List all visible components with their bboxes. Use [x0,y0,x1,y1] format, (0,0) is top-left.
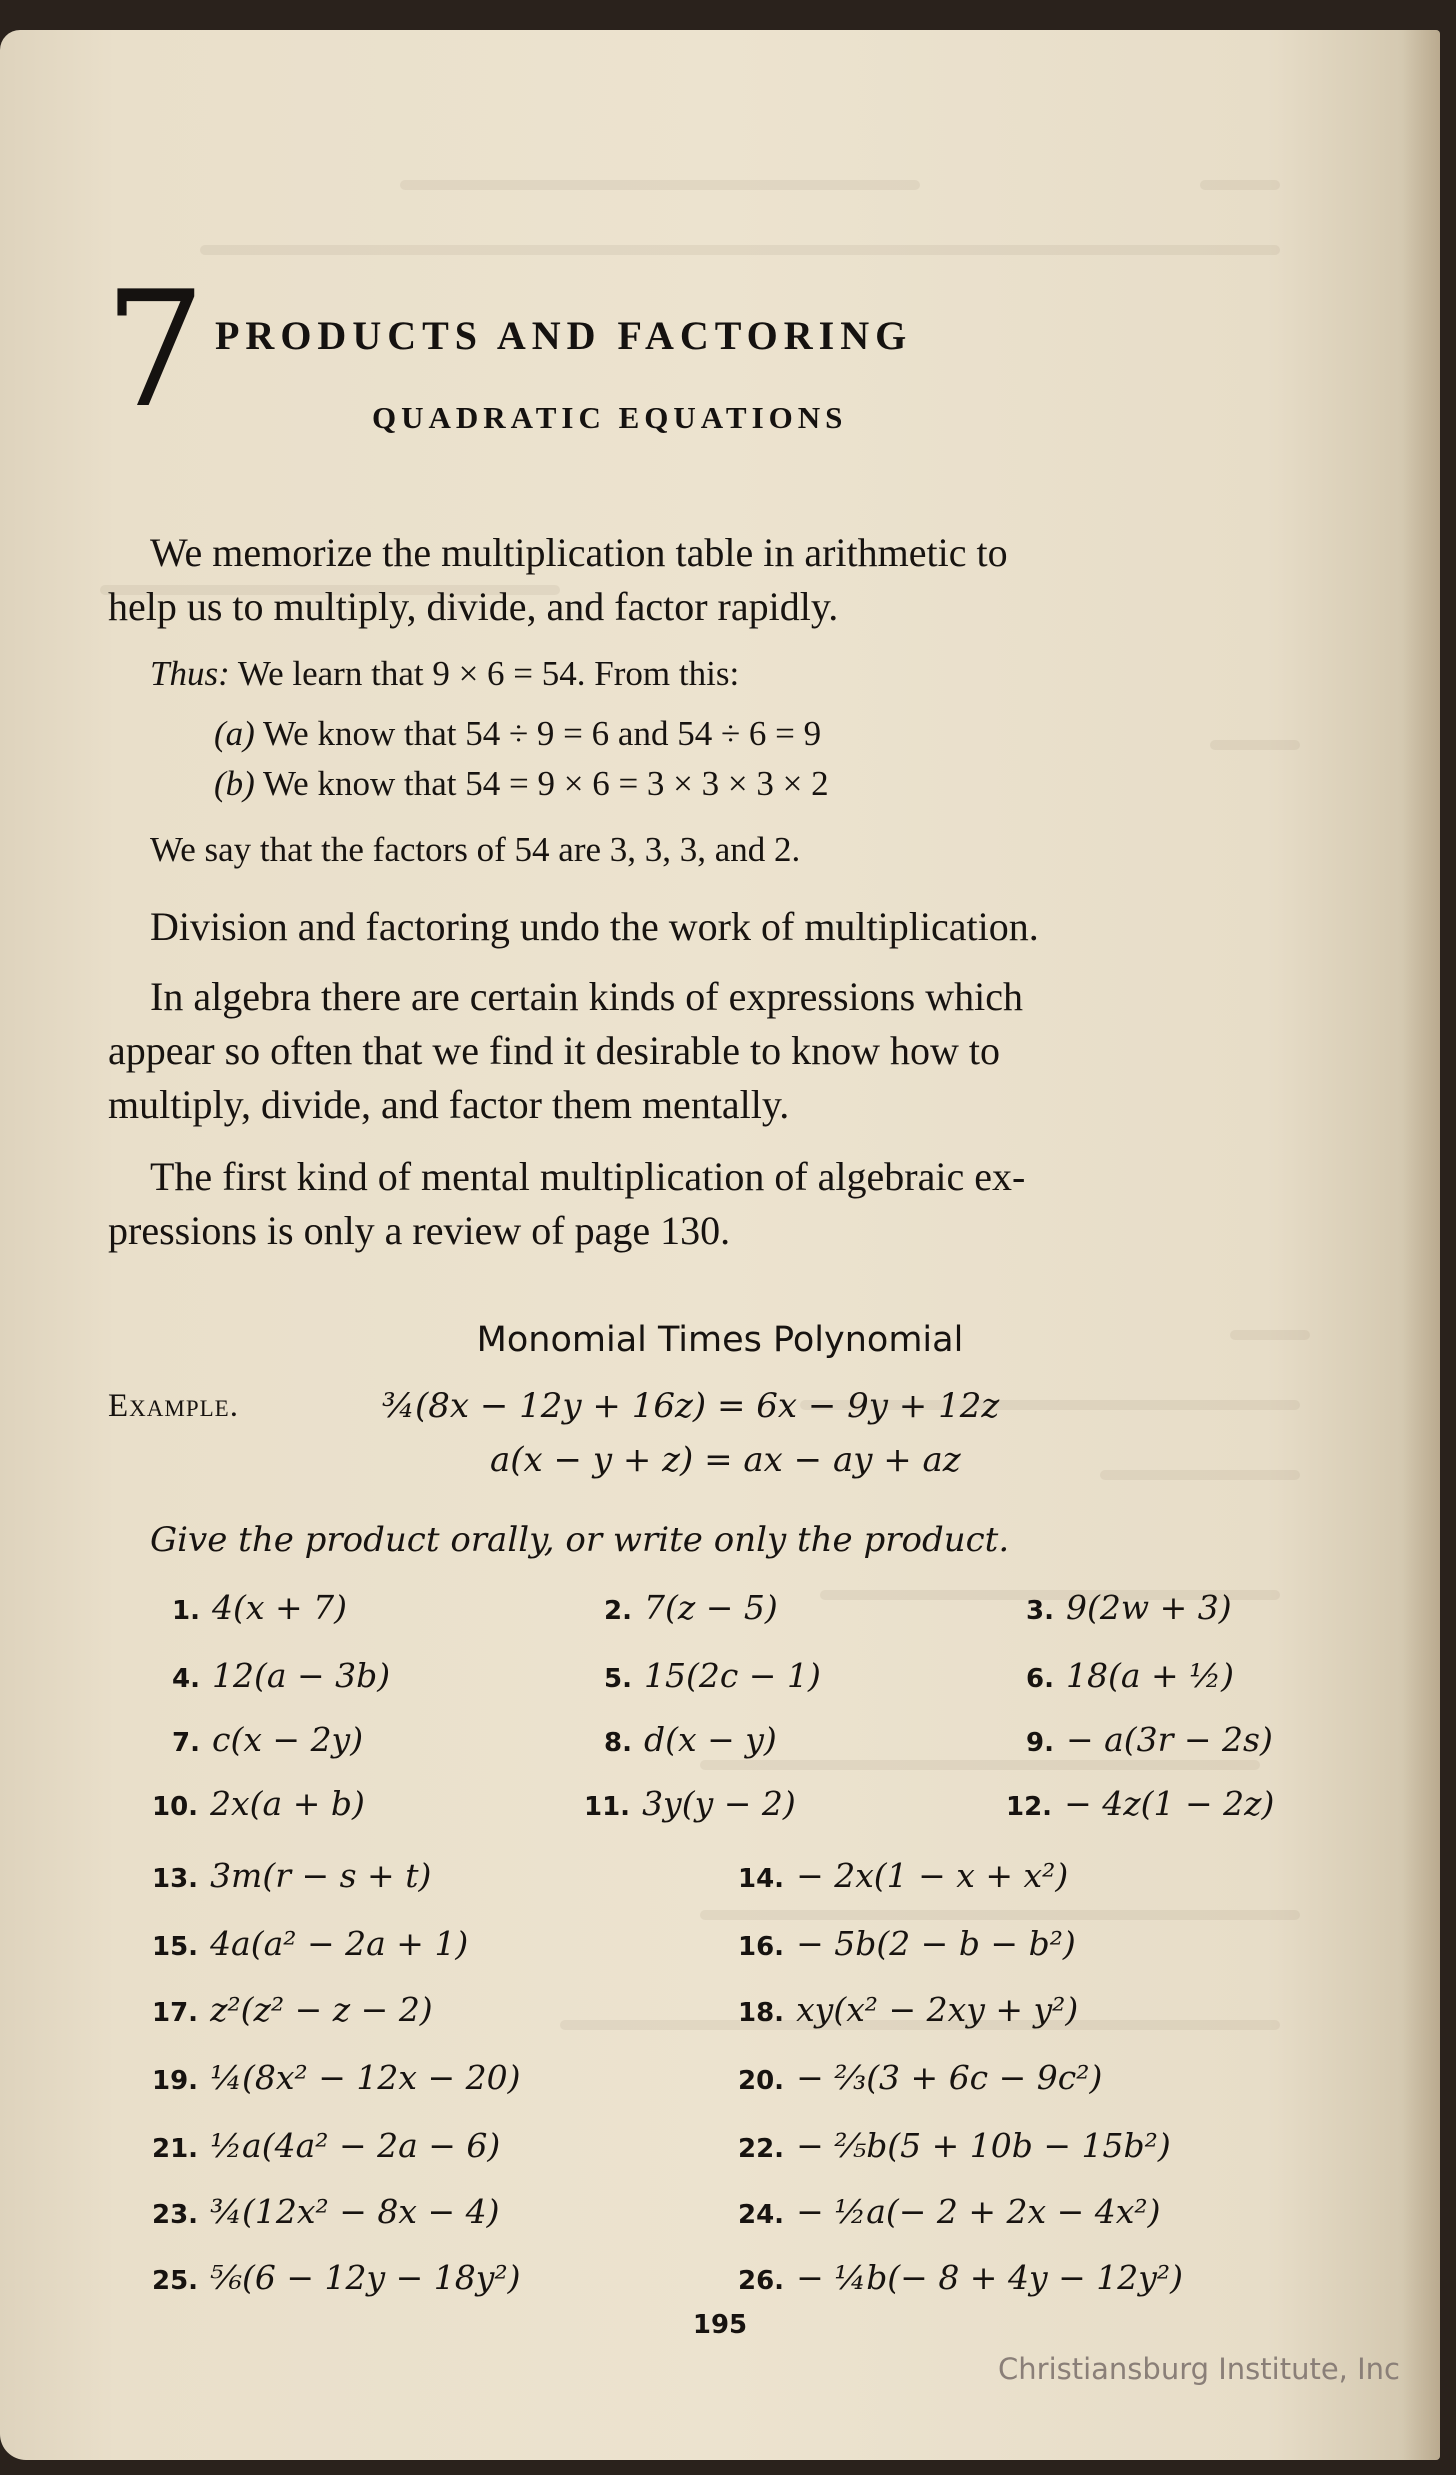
exercise-expression: − ½a(− 2 + 2x − 4x²) [796,2192,1161,2231]
chapter-subtitle: QUADRATIC EQUATIONS [372,400,848,435]
exercise-item [1026,1656,1234,1696]
exercise-number: 21. [152,2134,199,2164]
section-heading: Monomial Times Polynomial [476,1320,964,1360]
exercise-expression: d(x − y) [643,1720,777,1759]
exercise-expression: 18(a + ½) [1065,1656,1234,1695]
exercise-number: 4. [172,1664,200,1694]
exercise-item [172,1588,347,1628]
item-b-line [214,764,829,804]
intro-line: Division and factoring undo the work of multiplication. [150,904,1039,949]
exercise-number: 11. [584,1792,631,1822]
exercise-number: 17. [152,1998,199,2028]
exercise-item [604,1588,778,1628]
chapter-title: PRODUCTS AND FACTORING [215,313,913,358]
exercise-number: 26. [738,2266,785,2296]
exercise-number: 8. [604,1728,632,1758]
exercise-number: 2. [604,1596,632,1626]
item-b-label: (b) [214,764,255,803]
exercise-expression: z²(z² − z − 2) [210,1990,433,2029]
thus-line [150,654,739,694]
exercise-item [152,1784,365,1824]
exercise-expression: ½a(4a² − 2a − 6) [210,2126,501,2165]
intro-line: help us to multiply, divide, and factor rapidly. [108,584,839,629]
exercise-item [584,1784,796,1824]
thus-text: We learn that 9 × 6 = 54. From this: [237,654,740,693]
exercise-number: 7. [172,1728,200,1758]
exercise-instruction: Give the product orally, or write only the product. [150,1520,1010,1560]
exercise-item [738,1924,1076,1964]
exercise-expression: 15(2c − 1) [643,1656,821,1695]
exercise-item [172,1656,390,1696]
exercise-expression: 3y(y − 2) [642,1784,796,1823]
example-equation-1: ¾(8x − 12y + 16z) = 6x − 9y + 12z [382,1386,1000,1426]
exercise-item [738,2126,1171,2166]
intro-line: The first kind of mental multiplication of algebraic ex- [150,1154,1026,1199]
exercise-number: 10. [152,1792,199,1822]
intro-line: We memorize the multiplication table in arithmetic to [150,530,1008,575]
exercise-item [738,1990,1078,2030]
intro-line: pressions is only a review of page 130. [108,1208,731,1253]
page-number: 195 [692,2310,748,2340]
exercise-number: 12. [1006,1792,1053,1822]
exercise-expression: 12(a − 3b) [211,1656,391,1695]
intro-paragraph-3 [108,970,1288,1132]
exercise-expression: ¼(8x² − 12x − 20) [210,2058,521,2097]
exercise-number: 6. [1026,1664,1054,1694]
exercise-expression: 4(x + 7) [211,1588,347,1627]
exercise-number: 23. [152,2200,199,2230]
exercise-item [152,1990,433,2030]
intro-line: In algebra there are certain kinds of expressions which [150,974,1023,1019]
exercise-item [738,2058,1102,2098]
exercise-item [152,2258,521,2298]
exercise-number: 18. [738,1998,785,2028]
item-b-text: We know that 54 = 9 × 6 = 3 × 3 × 3 × 2 [262,764,829,803]
exercise-item [152,2058,521,2098]
exercise-item [738,1856,1068,1896]
exercise-number: 19. [152,2066,199,2096]
factors-line: We say that the factors of 54 are 3, 3, 3, and 2. [150,830,801,869]
exercise-expression: − a(3r − 2s) [1065,1720,1273,1759]
intro-paragraph-1 [108,526,1288,634]
page-edge-shadow [1402,30,1440,2460]
example-label: Example. [108,1388,239,1424]
thus-label: Thus: [150,654,230,693]
exercise-number: 16. [738,1932,785,1962]
chapter-number: 7 [104,256,206,443]
exercise-number: 25. [152,2266,199,2296]
exercise-item [1006,1784,1274,1824]
exercise-number: 3. [1026,1596,1054,1626]
exercise-item [152,1924,468,1964]
exercise-item [1026,1588,1232,1628]
exercise-expression: 7(z − 5) [643,1588,778,1627]
exercise-number: 14. [738,1864,785,1894]
exercise-expression: − 5b(2 − b − b²) [796,1924,1076,1963]
exercise-number: 20. [738,2066,785,2096]
exercise-expression: ⅚(6 − 12y − 18y²) [210,2258,521,2297]
exercise-number: 9. [1026,1728,1054,1758]
intro-line: appear so often that we find it desirable to know how to [108,1028,1000,1073]
exercise-expression: c(x − 2y) [211,1720,364,1759]
exercise-expression: 3m(r − s + t) [210,1856,432,1895]
exercise-expression: − 4z(1 − 2z) [1064,1784,1275,1823]
exercise-number: 22. [738,2134,785,2164]
exercise-item [738,2192,1160,2232]
exercise-expression: − ¼b(− 8 + 4y − 12y²) [796,2258,1183,2297]
intro-line: multiply, divide, and factor them mentally. [108,1082,790,1127]
exercise-number: 15. [152,1932,199,1962]
exercise-item [738,2258,1183,2298]
exercise-expression: 4a(a² − 2a + 1) [210,1924,469,1963]
exercise-item [152,2192,500,2232]
exercise-expression: ¾(12x² − 8x − 4) [210,2192,500,2231]
intro-paragraph-2 [108,900,1288,954]
exercise-number: 13. [152,1864,199,1894]
example-equation-2: a(x − y + z) = ax − ay + az [490,1440,961,1480]
exercise-item [172,1720,363,1760]
item-a-label: (a) [214,714,255,753]
exercise-item [152,1856,431,1896]
exercise-number: 1. [172,1596,200,1626]
exercise-expression: − 2x(1 − x + x²) [796,1856,1069,1895]
exercise-number: 5. [604,1664,632,1694]
exercise-item [1026,1720,1273,1760]
exercise-expression: 9(2w + 3) [1065,1588,1232,1627]
exercise-expression: − ⅔(3 + 6c − 9c²) [796,2058,1103,2097]
exercise-expression: xy(x² − 2xy + y²) [796,1990,1079,2029]
exercise-item [152,2126,500,2166]
exercise-expression: − ⅖b(5 + 10b − 15b²) [796,2126,1171,2165]
intro-paragraph-4 [108,1150,1288,1258]
book-page [0,30,1440,2460]
exercise-expression: 2x(a + b) [210,1784,365,1823]
exercise-item [604,1720,777,1760]
exercise-item [604,1656,821,1696]
item-a-text: We know that 54 ÷ 9 = 6 and 54 ÷ 6 = 9 [262,714,822,753]
item-a-line [214,714,821,754]
watermark-text: Christiansburg Institute, Inc [998,2352,1400,2386]
exercise-number: 24. [738,2200,785,2230]
